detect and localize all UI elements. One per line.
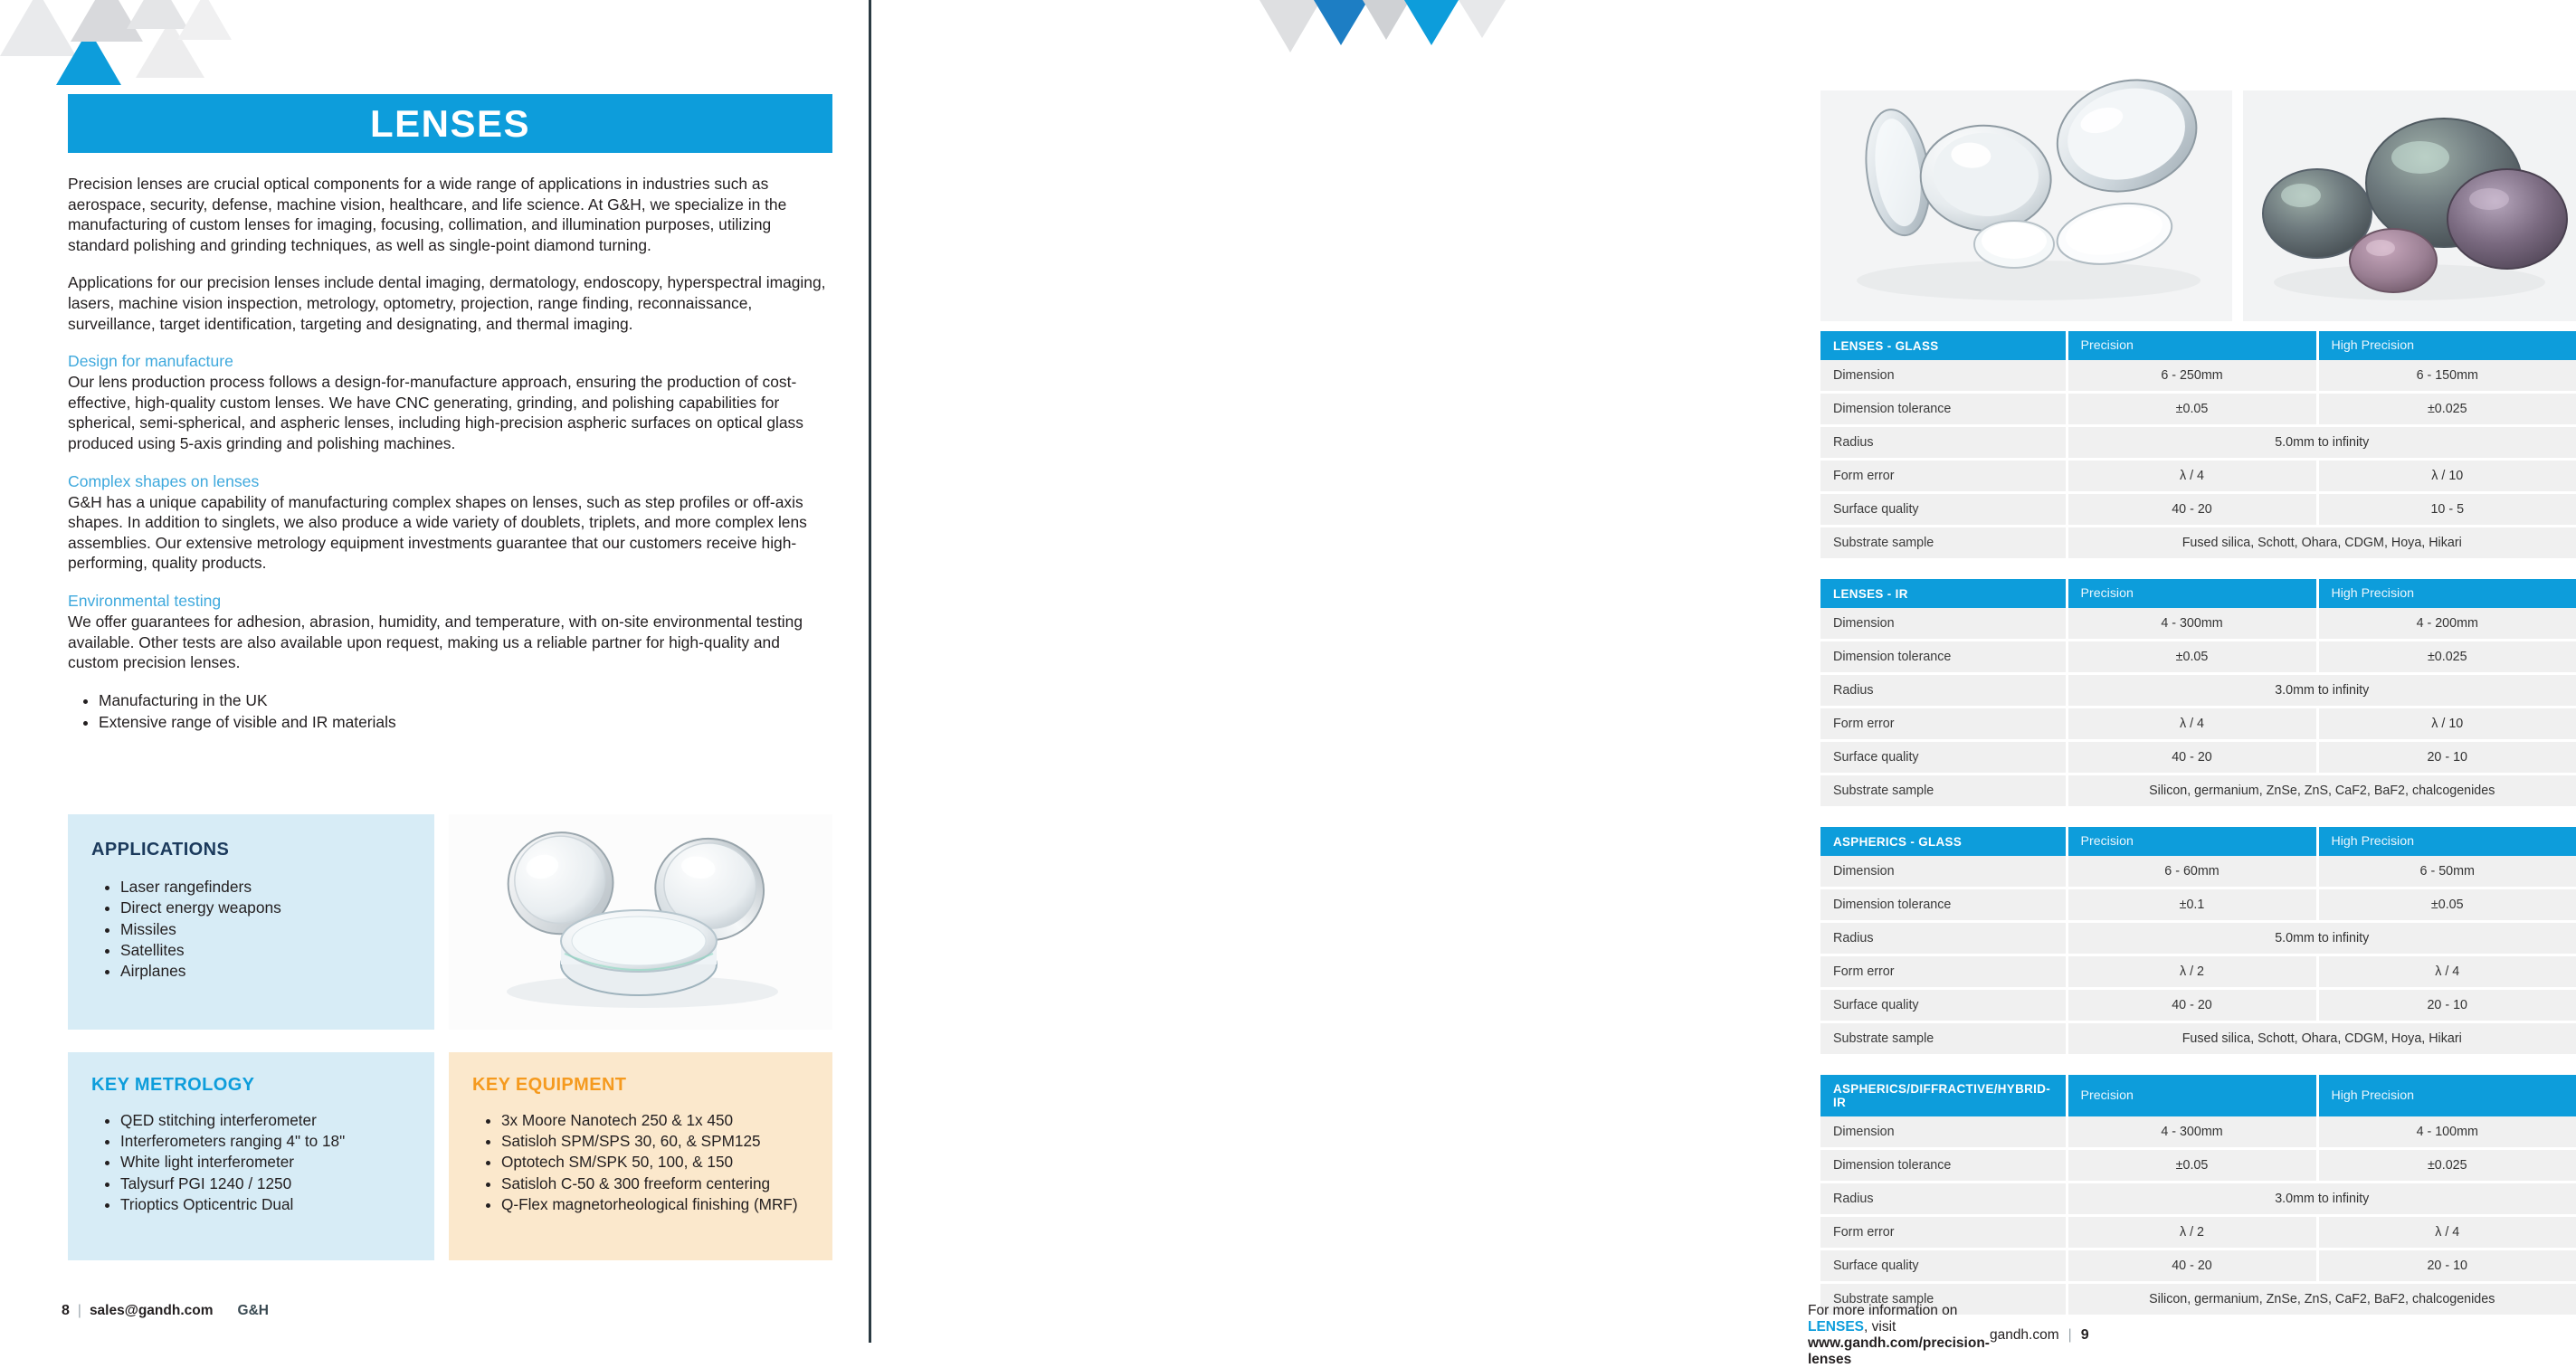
row-label: Substrate sample	[1820, 774, 2067, 807]
row-label: Dimension	[1820, 360, 2067, 393]
row-label: Dimension	[1820, 608, 2067, 641]
table-row	[1820, 426, 2576, 460]
row-label: Surface quality	[1820, 493, 2067, 527]
table-row	[1820, 1216, 2576, 1249]
row-label: Dimension	[1820, 1116, 2067, 1149]
ir-lenses-illustration	[2243, 90, 2576, 321]
table-header-row	[1820, 827, 2576, 856]
list-item: • Satisloh SPM/SPS 30, 60, & SPM125	[501, 1131, 832, 1152]
row-high-precision: λ / 10	[2317, 708, 2576, 741]
key-metrology-box	[68, 1052, 434, 1260]
ir-lenses-photo	[2243, 90, 2576, 321]
page-title: LENSES	[369, 101, 531, 145]
table-header-row	[1820, 1075, 2576, 1116]
table-row	[1820, 955, 2576, 989]
row-span-value: 5.0mm to infinity	[2067, 426, 2576, 460]
footer-site-block	[1990, 1327, 2089, 1344]
key-equipment-title: KEY EQUIPMENT	[472, 1075, 627, 1095]
table-row	[1820, 641, 2576, 674]
row-label: Form error	[1820, 460, 2067, 493]
row-high-precision: 20 - 10	[2317, 989, 2576, 1022]
footer-divider: |	[2067, 1327, 2072, 1343]
list-item: • QED stitching interferometer	[120, 1110, 434, 1131]
row-span-value: Fused silica, Schott, Ohara, CDGM, Hoya, Hikari	[2067, 527, 2576, 559]
contact-email[interactable]: sales@gandh.com	[89, 1303, 214, 1318]
page-title-bar	[68, 94, 832, 153]
row-high-precision: ±0.025	[2317, 393, 2576, 426]
row-span-value: Silicon, germanium, ZnSe, ZnS, CaF2, BaF2, chalcogenides	[2067, 774, 2576, 807]
row-high-precision: 6 - 50mm	[2317, 856, 2576, 888]
info-prefix: For more information on	[1808, 1303, 1958, 1318]
row-high-precision: 4 - 200mm	[2317, 608, 2576, 641]
section-environmental-testing	[68, 591, 832, 673]
list-item: • Talysurf PGI 1240 / 1250	[120, 1173, 434, 1194]
row-label: Substrate sample	[1820, 1022, 2067, 1055]
row-precision: ±0.05	[2067, 641, 2317, 674]
row-high-precision: 6 - 150mm	[2317, 360, 2576, 393]
row-high-precision: λ / 10	[2317, 460, 2576, 493]
table-header-row	[1820, 579, 2576, 608]
section-heading: Complex shapes on lenses	[68, 471, 260, 490]
table-header-cell: LENSES - IR	[1820, 579, 2067, 608]
row-label: Dimension	[1820, 856, 2067, 888]
list-item: • Direct energy weapons	[120, 898, 434, 918]
table-row	[1820, 856, 2576, 888]
row-high-precision: 20 - 10	[2317, 741, 2576, 774]
row-label: Form error	[1820, 955, 2067, 989]
table-lenses-glass	[1820, 331, 2576, 558]
row-precision: λ / 2	[2067, 955, 2317, 989]
section-body: G&H has a unique capability of manufacturing complex shapes on lenses, such as step profiles or off-axis shapes. In addition to singlets, we also produce a wide variety of doublets, triplets, and more complex lens assemblies. Our extensive metrology equipment investments guarantee that our customers receive high-performing, quality products.	[68, 492, 807, 573]
row-high-precision: 20 - 10	[2317, 1249, 2576, 1283]
table-row	[1820, 1116, 2576, 1149]
row-high-precision: 4 - 100mm	[2317, 1116, 2576, 1149]
table-row	[1820, 1149, 2576, 1183]
table-header-cell: High Precision	[2317, 1075, 2576, 1116]
row-label: Dimension tolerance	[1820, 1149, 2067, 1183]
glass-lenses-illustration	[1820, 90, 2232, 321]
info-url[interactable]: www.gandh.com/precision-lenses	[1808, 1335, 1990, 1367]
row-precision: 6 - 250mm	[2067, 360, 2317, 393]
more-information-line	[1808, 1303, 1990, 1368]
spec-tables	[1820, 331, 2576, 1335]
row-precision: 4 - 300mm	[2067, 1116, 2317, 1149]
table-header-cell: ASPHERICS/DIFFRACTIVE/HYBRID- IR	[1820, 1075, 2067, 1116]
table-row	[1820, 1249, 2576, 1283]
row-label: Form error	[1820, 708, 2067, 741]
list-item: • 3x Moore Nanotech 250 & 1x 450	[501, 1110, 832, 1131]
applications-box	[68, 814, 434, 1030]
row-precision: 4 - 300mm	[2067, 608, 2317, 641]
table-header-cell: High Precision	[2317, 827, 2576, 856]
left-body-column	[68, 174, 832, 735]
table-header-cell: Precision	[2067, 331, 2317, 360]
table-row	[1820, 989, 2576, 1022]
row-span-value: Fused silica, Schott, Ohara, CDGM, Hoya, Hikari	[2067, 1022, 2576, 1055]
key-equipment-list	[501, 1110, 832, 1215]
row-label: Radius	[1820, 674, 2067, 708]
page-right	[869, 0, 2495, 1367]
applications-lens-photo	[449, 814, 832, 1030]
section-heading: Design for manufacture	[68, 352, 233, 371]
table-header-cell: Precision	[2067, 827, 2317, 856]
list-item: • Missiles	[120, 919, 434, 940]
site-url[interactable]: gandh.com	[1989, 1327, 2059, 1343]
row-high-precision: ±0.025	[2317, 641, 2576, 674]
list-item: • Laser rangefinders	[120, 877, 434, 898]
list-item: • Extensive range of visible and IR materials	[99, 712, 832, 734]
row-precision: 40 - 20	[2067, 493, 2317, 527]
row-label: Dimension tolerance	[1820, 641, 2067, 674]
highlight-list	[99, 690, 832, 734]
row-high-precision: ±0.05	[2317, 888, 2576, 922]
section-heading: Environmental testing	[68, 591, 222, 610]
row-precision: ±0.05	[2067, 1149, 2317, 1183]
section-body: We offer guarantees for adhesion, abrasion, humidity, and temperature, with on-site environmental testing available. Other tests are also available upon request, making us a reliable partner for high-quality and custom precision lenses.	[68, 612, 803, 672]
row-span-value: Silicon, germanium, ZnSe, ZnS, CaF2, BaF2, chalcogenides	[2067, 1283, 2576, 1316]
glass-lenses-photo	[1820, 90, 2232, 321]
row-precision: 40 - 20	[2067, 741, 2317, 774]
key-metrology-list	[120, 1110, 434, 1215]
row-precision: 6 - 60mm	[2067, 856, 2317, 888]
page-number: 8	[62, 1303, 70, 1318]
page-left	[0, 0, 869, 1343]
applications-list	[120, 877, 434, 982]
brand-label: G&H	[237, 1303, 269, 1318]
table-aspherics-diffractive-hybrid-ir	[1820, 1075, 2576, 1315]
row-label: Form error	[1820, 1216, 2067, 1249]
photo-row	[1820, 90, 2576, 321]
table-row	[1820, 741, 2576, 774]
footer-left	[62, 1303, 269, 1319]
table-row	[1820, 1022, 2576, 1055]
row-label: Dimension tolerance	[1820, 393, 2067, 426]
row-precision: ±0.1	[2067, 888, 2317, 922]
table-row	[1820, 527, 2576, 559]
table-row	[1820, 774, 2576, 807]
list-item: • Trioptics Opticentric Dual	[120, 1194, 434, 1215]
intro-paragraph-2: Applications for our precision lenses include dental imaging, dermatology, endoscopy, hyperspectral imaging, lasers, machine vision inspection, metrology, optometry, projection, range finding, reconnaissance, surveillance, target identification, targeting and designating, and thermal imaging.	[68, 273, 826, 333]
row-label: Substrate sample	[1820, 527, 2067, 559]
list-item: • Satellites	[120, 940, 434, 961]
row-high-precision: λ / 4	[2317, 1216, 2576, 1249]
row-label: Surface quality	[1820, 1249, 2067, 1283]
table-row	[1820, 360, 2576, 393]
list-item: • Optotech SM/SPK 50, 100, & 150	[501, 1152, 832, 1173]
row-precision: λ / 4	[2067, 708, 2317, 741]
row-span-value: 3.0mm to infinity	[2067, 674, 2576, 708]
applications-title: APPLICATIONS	[91, 840, 230, 860]
row-high-precision: 10 - 5	[2317, 493, 2576, 527]
list-item: • White light interferometer	[120, 1152, 434, 1173]
lens-photo-illustration	[449, 814, 832, 1030]
key-metrology-title: KEY METROLOGY	[91, 1075, 255, 1095]
row-span-value: 3.0mm to infinity	[2067, 1183, 2576, 1216]
table-row	[1820, 1183, 2576, 1216]
table-row	[1820, 493, 2576, 527]
row-label: Radius	[1820, 922, 2067, 955]
key-equipment-box	[449, 1052, 832, 1260]
page-number: 9	[2080, 1327, 2089, 1343]
table-header-cell: Precision	[2067, 579, 2317, 608]
row-label: Radius	[1820, 426, 2067, 460]
table-header-cell: High Precision	[2317, 579, 2576, 608]
row-high-precision: λ / 4	[2317, 955, 2576, 989]
list-item: • Q-Flex magnetorheological finishing (MRF)	[501, 1194, 832, 1215]
row-label: Substrate sample	[1820, 1283, 2067, 1316]
section-complex-shapes	[68, 471, 832, 574]
row-precision: λ / 4	[2067, 460, 2317, 493]
table-header-row	[1820, 331, 2576, 360]
row-precision: 40 - 20	[2067, 1249, 2317, 1283]
intro-paragraph-1: Precision lenses are crucial optical components for a wide range of applications in industries such as aerospace, security, defense, machine vision, healthcare, and life science. At G&H, we specialize in the manufacturing of custom lenses for imaging, focusing, collimation, and illumination purposes, utilizing standard polishing and grinding techniques, as well as single-point diamond turning.	[68, 175, 787, 254]
row-high-precision: ±0.025	[2317, 1149, 2576, 1183]
section-design-for-manufacture	[68, 351, 832, 453]
row-span-value: 5.0mm to infinity	[2067, 922, 2576, 955]
table-row	[1820, 460, 2576, 493]
list-item: • Satisloh C-50 & 300 freeform centering	[501, 1173, 832, 1194]
list-item: • Manufacturing in the UK	[99, 690, 832, 712]
list-item: • Interferometers ranging 4" to 18"	[120, 1131, 434, 1152]
table-row	[1820, 888, 2576, 922]
table-row	[1820, 922, 2576, 955]
table-aspherics-glass	[1820, 827, 2576, 1054]
table-header-cell: LENSES - GLASS	[1820, 331, 2067, 360]
table-row	[1820, 708, 2576, 741]
table-lenses-ir	[1820, 579, 2576, 806]
table-header-cell: High Precision	[2317, 331, 2576, 360]
row-label: Surface quality	[1820, 741, 2067, 774]
list-item: • Airplanes	[120, 961, 434, 982]
row-label: Surface quality	[1820, 989, 2067, 1022]
table-row	[1820, 674, 2576, 708]
info-middle: , visit	[1864, 1319, 1896, 1335]
table-header-cell: ASPHERICS - GLASS	[1820, 827, 2067, 856]
row-precision: 40 - 20	[2067, 989, 2317, 1022]
info-keyword: LENSES	[1808, 1319, 1865, 1335]
table-header-cell: Precision	[2067, 1075, 2317, 1116]
table-row	[1820, 608, 2576, 641]
section-body: Our lens production process follows a design-for-manufacture approach, ensuring the production of cost-effective, high-quality custom lenses. We have CNC generating, grinding, and polishing capabilities for spherical, semi-spherical, and aspheric lenses, including high-precision aspheric surfaces on optical glass produced using 5-axis grinding and polishing machines.	[68, 373, 803, 452]
row-precision: ±0.05	[2067, 393, 2317, 426]
row-precision: λ / 2	[2067, 1216, 2317, 1249]
footer-divider: |	[77, 1303, 81, 1318]
table-row	[1820, 393, 2576, 426]
row-label: Dimension tolerance	[1820, 888, 2067, 922]
row-label: Radius	[1820, 1183, 2067, 1216]
